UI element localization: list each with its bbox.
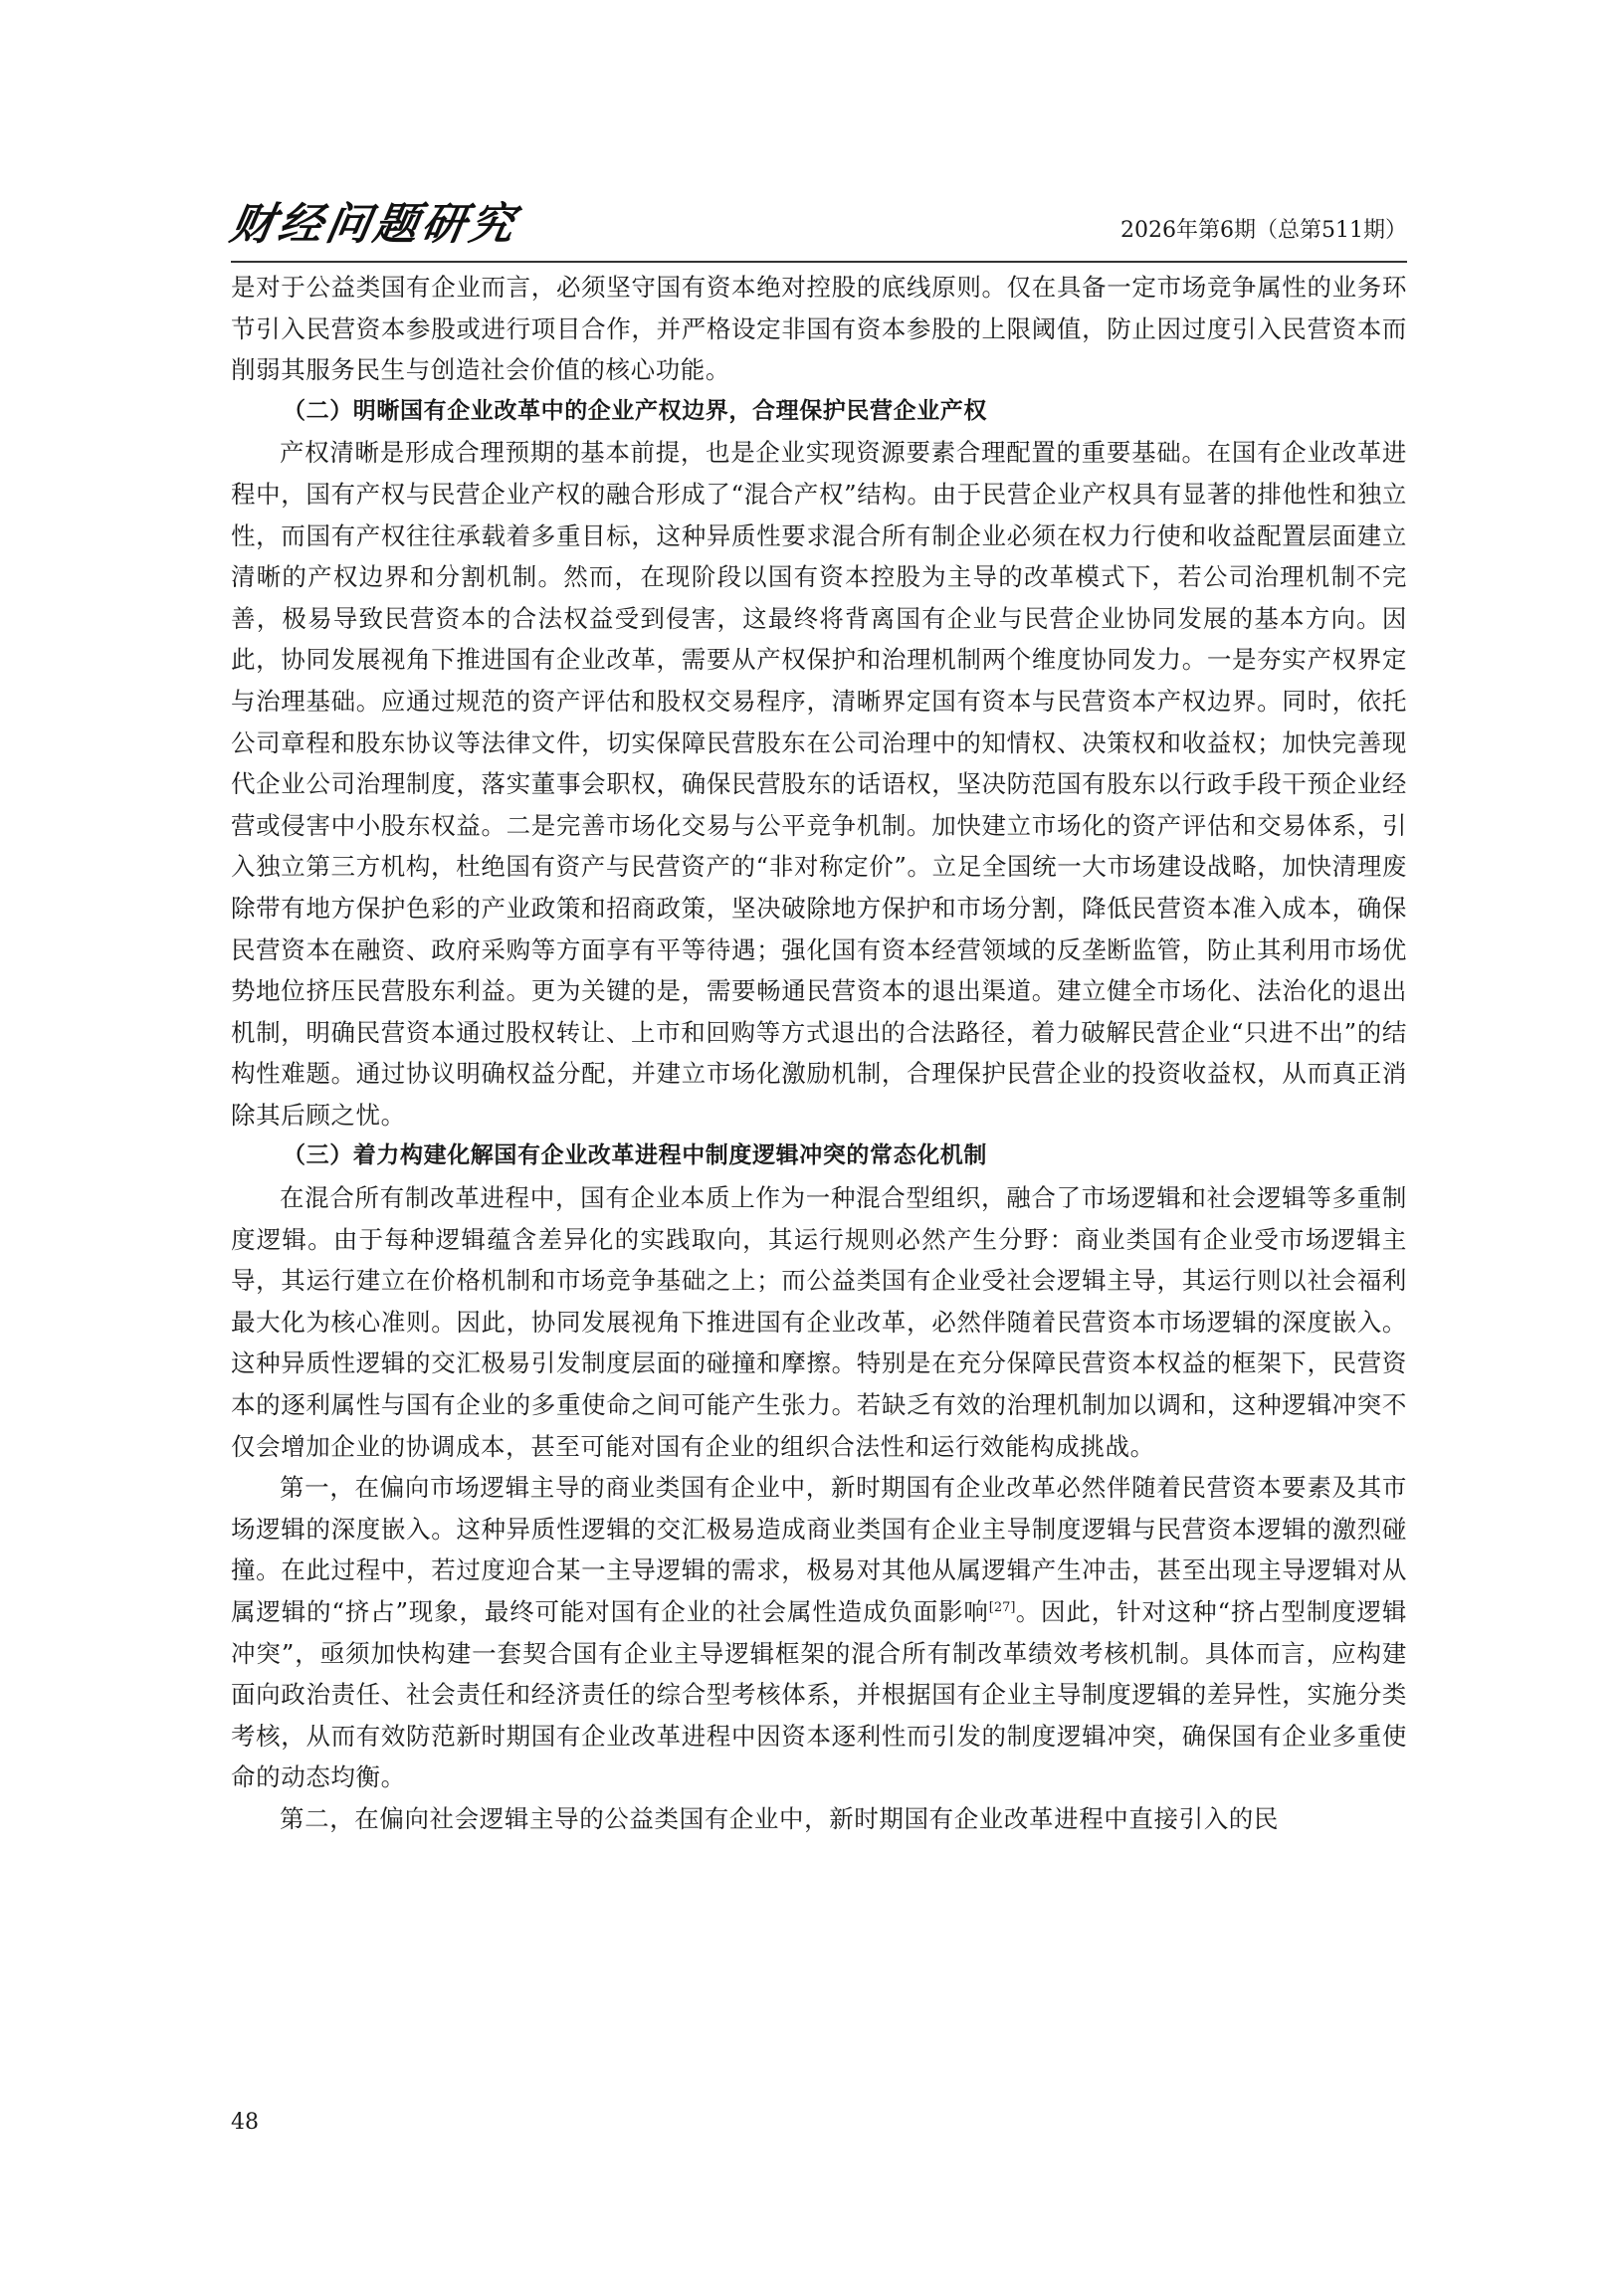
header-rule — [231, 261, 1407, 263]
section-heading-2: （二）明晰国有企业改革中的企业产权边界，合理保护民营企业产权 — [283, 397, 987, 424]
paragraph-first-point-part1: 第一，在偏向市场逻辑主导的商业类国有企业中，新时期国有企业改革必然伴随着民营资本要素及其市场逻辑的深度嵌入。这种异质性逻辑的交汇极易造成商业类国有企业主导制度逻辑与民营资本逻辑的激烈碰撞。在此过程中，若过度迎合某一主导逻辑的需求，极易对其他从属逻辑产生冲击，甚至出现主导逻辑对从属逻辑的“挤占”现象，最终可能对国有企业的社会属性造成负面影响 — [231, 1473, 1407, 1626]
article-body — [231, 267, 1407, 1840]
paragraph-first-point-part2: 。因此，针对这种“挤占型制度逻辑冲突”，亟须加快构建一套契合国有企业主导逻辑框架的混合所有制改革绩效考核机制。具体而言，应构建面向政治责任、社会责任和经济责任的综合型考核体系，并根据国有企业主导制度逻辑的差异性，实施分类考核，从而有效防范新时期国有企业改革进程中因资本逐利性而引发的制度逻辑冲突，确保国有企业多重使命的动态均衡。 — [231, 1597, 1408, 1792]
section-heading-3: （三）着力构建化解国有企业改革进程中制度逻辑冲突的常态化机制 — [283, 1142, 987, 1169]
citation-ref: [27] — [988, 1599, 1016, 1615]
paragraph-continued: 是对于公益类国有企业而言，必须坚守国有资本绝对控股的底线原则。仅在具备一定市场竞争属性的业务环节引入民营资本参股或进行项目合作，并严格设定非国有资本参股的上限阈值，防止因过度引入民营资本而削弱其服务民生与创造社会价值的核心功能。 — [231, 273, 1407, 385]
paragraph-property-rights: 产权清晰是形成合理预期的基本前提，也是企业实现资源要素合理配置的重要基础。在国有企业改革进程中，国有产权与民营企业产权的融合形成了“混合产权”结构。由于民营企业产权具有显著的排他性和独立性，而国有产权往往承载着多重目标，这种异质性要求混合所有制企业必须在权力行使和收益配置层面建立清晰的产权边界和分割机制。然而，在现阶段以国有资本控股为主导的改革模式下，若公司治理机制不完善，极易导致民营资本的合法权益受到侵害，这最终将背离国有企业与民营企业协同发展的基本方向。因此，协同发展视角下推进国有企业改革，需要从产权保护和治理机制两个维度协同发力。一是夯实产权界定与治理基础。应通过规范的资产评估和股权交易程序，清晰界定国有资本与民营资本产权边界。同时，依托公司章程和股东协议等法律文件，切实保障民营股东在公司治理中的知情权、决策权和收益权；加快完善现代企业公司治理制度，落实董事会职权，确保民营股东的话语权，坚决防范国有股东以行政手段干预企业经营或侵害中小股东权益。二是完善市场化交易与公平竞争机制。加快建立市场化的资产评估和交易体系，引入独立第三方机构，杜绝国有资产与民营资产的“非对称定价”。立足全国统一大市场建设战略，加快清理废除带有地方保护色彩的产业政策和招商政策，坚决破除地方保护和市场分割，降低民营资本准入成本，确保民营资本在融资、政府采购等方面享有平等待遇；强化国有资本经营领域的反垄断监管，防止其利用市场优势地位挤压民营股东利益。更为关键的是，需要畅通民营资本的退出渠道。建立健全市场化、法治化的退出机制，明确民营资本通过股权转让、上市和回购等方式退出的合法路径，着力破解民营企业“只进不出”的结构性难题。通过协议明确权益分配，并建立市场化激励机制，合理保护民营企业的投资收益权，从而真正消除其后顾之忧。 — [231, 438, 1407, 1130]
page-number: 48 — [231, 2110, 259, 2135]
issue-info: 2026年第6期（总第511期） — [1120, 218, 1407, 243]
paragraph-institutional-logic: 在混合所有制改革进程中，国有企业本质上作为一种混合型组织，融合了市场逻辑和社会逻辑等多重制度逻辑。由于每种逻辑蕴含差异化的实践取向，其运行规则必然产生分野：商业类国有企业受市场逻辑主导，其运行建立在价格机制和市场竞争基础之上；而公益类国有企业受社会逻辑主导，其运行则以社会福利最大化为核心准则。因此，协同发展视角下推进国有企业改革，必然伴随着民营资本市场逻辑的深度嵌入。这种异质性逻辑的交汇极易引发制度层面的碰撞和摩擦。特别是在充分保障民营资本权益的框架下，民营资本的逐利属性与国有企业的多重使命之间可能产生张力。若缺乏有效的治理机制加以调和，这种逻辑冲突不仅会增加企业的协调成本，甚至可能对国有企业的组织合法性和运行效能构成挑战。 — [231, 1183, 1407, 1461]
running-header — [226, 197, 1407, 261]
paragraph-first-point — [231, 1467, 1407, 1798]
journal-logo: 财经问题研究 — [226, 199, 522, 250]
paragraph-second-point: 第二，在偏向社会逻辑主导的公益类国有企业中，新时期国有企业改革进程中直接引入的民 — [280, 1803, 1279, 1833]
